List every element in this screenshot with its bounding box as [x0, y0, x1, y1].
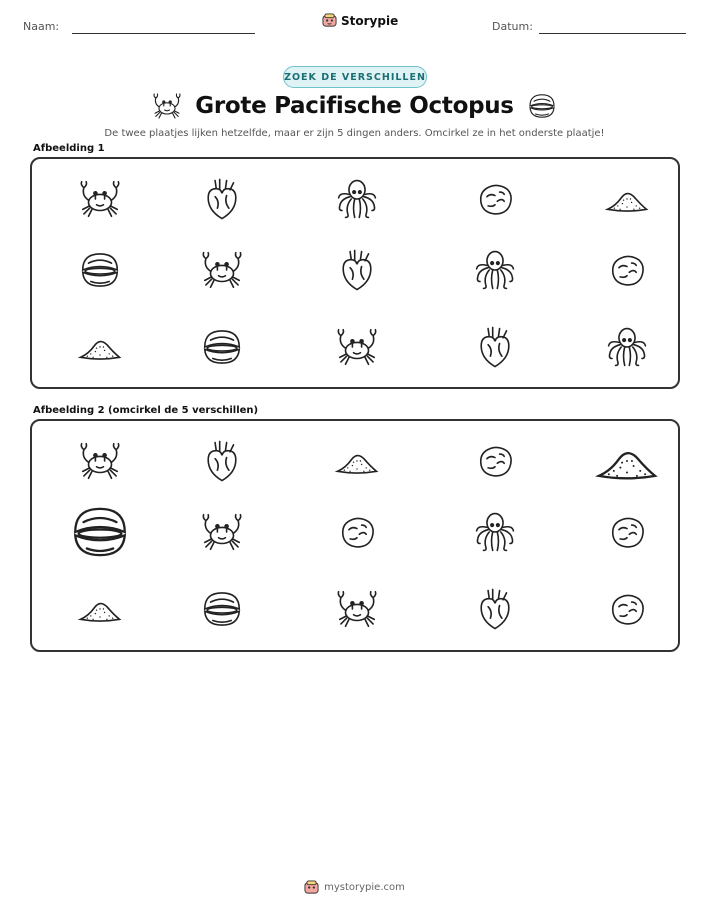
rock-icon	[472, 438, 518, 484]
rock-cell[interactable]	[604, 509, 650, 555]
sand-cell[interactable]	[604, 176, 650, 222]
footer-site: mystorypie.com	[324, 882, 405, 893]
rock-icon	[604, 509, 650, 555]
activity-tag: ZOEK DE VERSCHILLEN	[283, 66, 427, 88]
clam-cell[interactable]	[199, 586, 245, 632]
instructions: De twee plaatjes lijken hetzelfde, maar er zijn 5 dingen anders. Omcirkel ze in het onderste plaatje!	[104, 128, 605, 139]
rock-icon	[604, 586, 650, 632]
picture2-grid	[32, 421, 678, 650]
clam-icon	[199, 586, 245, 632]
rock-icon	[334, 509, 380, 555]
page-title: Grote Pacifische Octopus	[195, 93, 514, 119]
rock-cell[interactable]	[472, 176, 518, 222]
heart-icon	[472, 586, 518, 632]
picture1-label: Afbeelding 1	[33, 143, 105, 154]
picture2-label: Afbeelding 2 (omcirkel de 5 verschillen)	[33, 405, 259, 416]
crab-cell[interactable]	[334, 586, 380, 632]
heart-icon	[199, 438, 245, 484]
rock-cell[interactable]	[472, 438, 518, 484]
sand-icon	[77, 586, 123, 632]
picture2-panel	[30, 419, 680, 652]
octopus-icon	[604, 324, 650, 370]
picture1-panel	[30, 157, 680, 389]
rock-cell[interactable]	[334, 509, 380, 555]
heart-cell[interactable]	[334, 247, 380, 293]
rock-icon	[604, 247, 650, 293]
sand-cell[interactable]	[77, 324, 123, 370]
octopus-icon	[334, 176, 380, 222]
crab-cell[interactable]	[199, 509, 245, 555]
name-label: Naam:	[23, 20, 60, 33]
octopus-cell[interactable]	[604, 324, 650, 370]
crab-cell[interactable]	[77, 176, 123, 222]
heart-cell[interactable]	[472, 324, 518, 370]
crab-cell[interactable]	[334, 324, 380, 370]
clam-icon	[77, 247, 123, 293]
sand-cell[interactable]	[77, 586, 123, 632]
clam-cell[interactable]	[77, 247, 123, 293]
heart-cell[interactable]	[199, 438, 245, 484]
rock-cell[interactable]	[604, 586, 650, 632]
heart-icon	[334, 247, 380, 293]
date-line[interactable]	[539, 33, 686, 34]
title-row	[0, 90, 709, 122]
clam-cell[interactable]	[199, 324, 245, 370]
crab-icon	[199, 247, 245, 293]
sand-cell[interactable]	[594, 428, 660, 494]
crab-icon	[77, 438, 123, 484]
crab-cell[interactable]	[199, 247, 245, 293]
octopus-cell[interactable]	[472, 509, 518, 555]
octopus-cell[interactable]	[472, 247, 518, 293]
crab-icon	[77, 176, 123, 222]
heart-cell[interactable]	[472, 586, 518, 632]
sand-icon	[334, 438, 380, 484]
octopus-icon	[472, 509, 518, 555]
octopus-icon	[472, 247, 518, 293]
date-label: Datum:	[492, 20, 533, 33]
crab-icon	[199, 509, 245, 555]
crab-icon	[334, 586, 380, 632]
clam-icon	[526, 90, 558, 122]
heart-cell[interactable]	[199, 176, 245, 222]
clam-icon	[199, 324, 245, 370]
footer	[0, 880, 709, 895]
rock-icon	[472, 176, 518, 222]
picture1-grid	[32, 159, 678, 387]
heart-icon	[472, 324, 518, 370]
storypie-logo-icon	[322, 13, 337, 28]
storypie-footer-logo-icon	[304, 880, 319, 895]
rock-cell[interactable]	[604, 247, 650, 293]
crab-icon	[151, 90, 183, 122]
sand-icon	[594, 428, 660, 494]
crab-icon	[334, 324, 380, 370]
name-line[interactable]	[72, 33, 255, 34]
clam-icon	[67, 499, 133, 565]
sand-cell[interactable]	[334, 438, 380, 484]
heart-icon	[199, 176, 245, 222]
sand-icon	[77, 324, 123, 370]
clam-cell[interactable]	[67, 499, 133, 565]
brand	[322, 13, 398, 28]
sand-icon	[604, 176, 650, 222]
brand-name: Storypie	[341, 13, 399, 28]
octopus-cell[interactable]	[334, 176, 380, 222]
crab-cell[interactable]	[77, 438, 123, 484]
